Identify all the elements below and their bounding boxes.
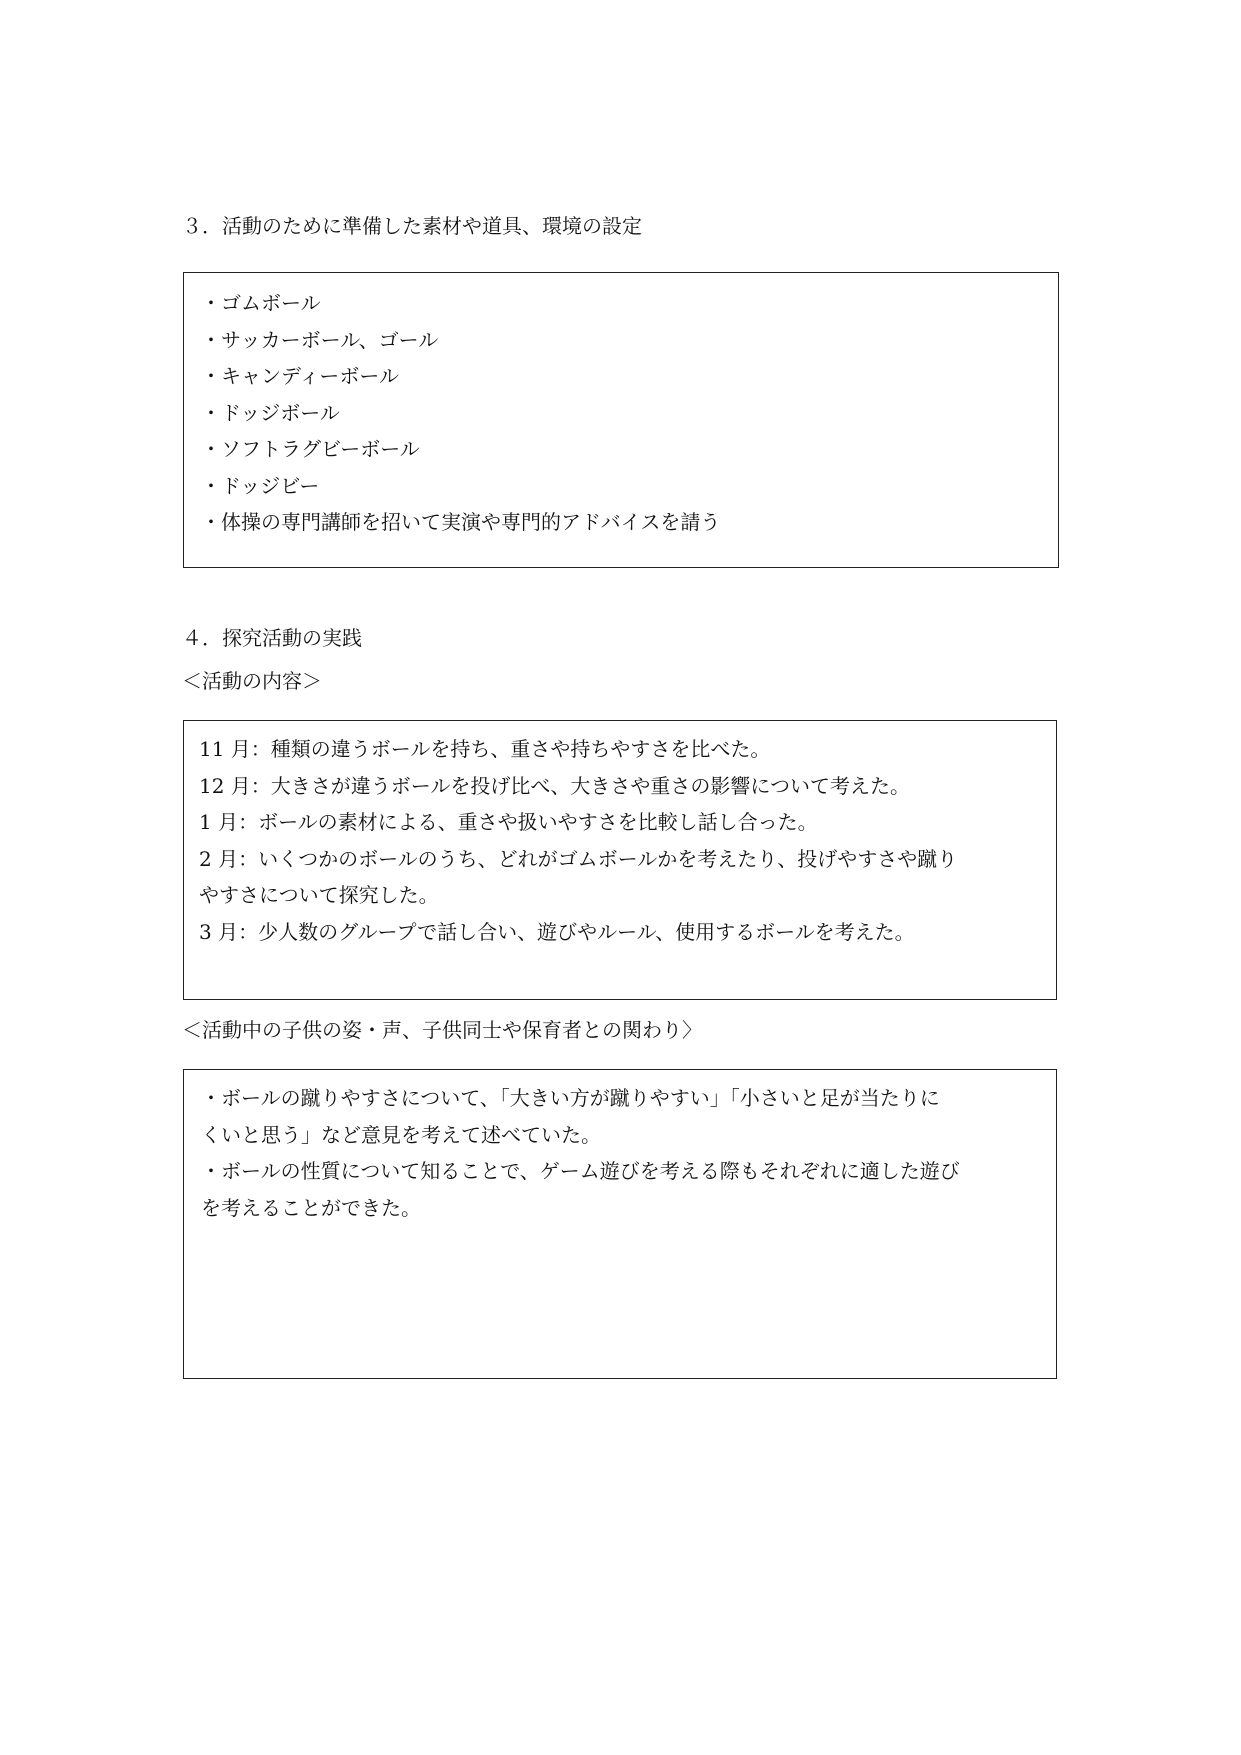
- list-item: ・ソフトラグビーボール: [201, 437, 420, 461]
- content-line: 1 月：ボールの素材による、重さや扱いやすさを比較し話し合った。: [199, 810, 818, 834]
- content-line: やすさについて探究した。: [199, 883, 439, 907]
- observation-line: ・ボールの性質について知ることで、ゲーム遊びを考える際もそれぞれに適した遊び: [201, 1159, 960, 1183]
- activity-content-box: [183, 720, 1057, 1000]
- content-line: 11 月：種類の違うボールを持ち、重さや持ちやすさを比べた。: [199, 737, 771, 761]
- list-item: ・ドッジビー: [201, 473, 320, 498]
- list-item: ・ドッジボール: [201, 400, 340, 425]
- section3-heading: ３．活動のために準備した素材や道具、環境の設定: [182, 214, 642, 238]
- list-item: ・ゴムボール: [201, 291, 321, 315]
- children-heading: ＜活動中の子供の姿・声、子供同士や保育者との関わり〉: [182, 1018, 702, 1042]
- section4-heading: ４．探究活動の実践: [182, 626, 362, 650]
- materials-box: [183, 272, 1059, 568]
- observation-line: くいと思う」など意見を考えて述べていた。: [201, 1122, 601, 1147]
- content-line: 3 月：少人数のグループで話し合い、遊びやルール、使用するボールを考えた。: [199, 919, 915, 944]
- list-item: ・キャンディーボール: [201, 364, 399, 388]
- content-line: 2 月：いくつかのボールのうち、どれがゴムボールかを考えたり、投げやすさや蹴り: [199, 846, 958, 871]
- content-line: 12 月：大きさが違うボールを投げ比べ、大きさや重さの影響について考えた。: [199, 773, 911, 798]
- observation-line: ・ボールの蹴りやすさについて、「大きい方が蹴りやすい」「小さいと足が当たりに: [201, 1086, 940, 1110]
- content-heading: ＜活動の内容＞: [182, 669, 322, 693]
- observation-line: を考えることができた。: [201, 1195, 421, 1220]
- children-observation-box: [183, 1069, 1057, 1379]
- list-item: ・体操の専門講師を招いて実演や専門的アドバイスを請う: [201, 510, 721, 534]
- list-item: ・サッカーボール、ゴール: [201, 327, 439, 352]
